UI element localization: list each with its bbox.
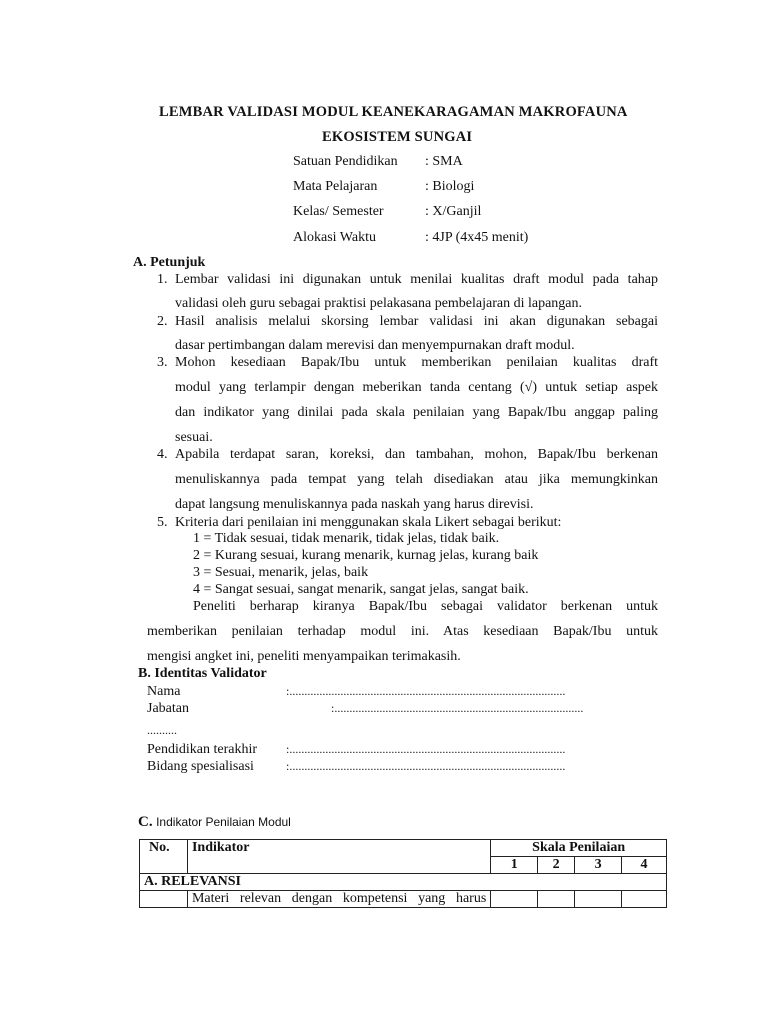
item-line: sesuai. <box>175 430 213 445</box>
section-c-title: Indikator Penilaian Modul <box>156 815 291 829</box>
scale-line: 4 = Sangat sesuai, sangat menarik, sangat jelas, sangat baik. <box>193 582 529 597</box>
item-number: 3. <box>157 355 168 370</box>
row-indikator: Materi relevan dengan kompetensi yang harus <box>187 891 490 908</box>
closing-line: Peneliti berharap kiranya Bapak/Ibu sebagai validator berkenan untuk <box>193 599 658 614</box>
item-number: 2. <box>157 314 168 329</box>
scale-line: 1 = Tidak sesuai, tidak menarik, tidak jelas, tidak baik. <box>193 531 500 546</box>
item-line: Kriteria dari penilaian ini menggunakan skala Likert sebagai berikut: <box>175 515 562 530</box>
field-dots-pendidikan: :............................................................................................ <box>286 742 566 756</box>
item-line: menuliskannya pada tempat yang telah disediakan atau jika memungkinkan <box>175 472 658 487</box>
item-line: dasar pertimbangan dalam merevisi dan menyempurnakan draft modul. <box>175 338 575 353</box>
table-row <box>140 891 667 908</box>
field-label-bidang: Bidang spesialisasi <box>147 759 254 774</box>
table-header-row <box>140 840 667 857</box>
item-number: 4. <box>157 447 168 462</box>
meta-label: Satuan Pendidikan <box>293 154 398 169</box>
table-group-row <box>140 874 667 891</box>
scale-line: 3 = Sesuai, menarik, jelas, baik <box>193 565 369 580</box>
score-cell-3[interactable] <box>575 891 622 908</box>
section-c-heading <box>138 814 291 831</box>
field-label-nama: Nama <box>147 684 181 699</box>
closing-line: mengisi angket ini, peneliti menyampaikan terimakasih. <box>147 649 461 664</box>
meta-value: : Biologi <box>425 179 475 194</box>
meta-label: Kelas/ Semester <box>293 204 384 219</box>
item-line: validasi oleh guru sebagai praktisi pelakasana pembelajaran di lapangan. <box>175 296 583 311</box>
closing-line: memberikan penilaian terhadap modul ini. Atas kesediaan Bapak/Ibu untuk <box>147 624 658 639</box>
header-indikator: Indikator <box>187 840 490 874</box>
scale-col-1: 1 <box>491 857 538 874</box>
item-line: dapat langsung menuliskannya pada naskah yang harus direvisi. <box>175 497 534 512</box>
meta-label: Alokasi Waktu <box>293 230 376 245</box>
score-cell-1[interactable] <box>491 891 538 908</box>
score-cell-4[interactable] <box>622 891 667 908</box>
item-number: 1. <box>157 272 168 287</box>
field-dots-nama: :............................................................................................ <box>286 684 566 698</box>
header-skala: Skala Penilaian <box>491 840 667 857</box>
item-line: dan indikator yang dinilai pada skala penilaian yang Bapak/Ibu anggap paling <box>175 405 658 420</box>
section-c-letter: C. <box>138 814 153 830</box>
item-line: Apabila terdapat saran, koreksi, dan tambahan, mohon, Bapak/Ibu berkenan <box>175 447 658 462</box>
item-line: modul yang terlampir dengan meberikan tanda centang (√) untuk setiap aspek <box>175 380 658 395</box>
field-dots-jabatan-cont: .......... <box>147 723 177 737</box>
section-b-heading: B. Identitas Validator <box>138 666 267 681</box>
meta-label: Mata Pelajaran <box>293 179 378 194</box>
row-no <box>140 891 188 908</box>
meta-value: : X/Ganjil <box>425 204 482 219</box>
document-title-line1: LEMBAR VALIDASI MODUL KEANEKARAGAMAN MAKROFAUNA <box>159 104 628 120</box>
score-cell-2[interactable] <box>538 891 575 908</box>
item-line: Lembar validasi ini digunakan untuk menilai kualitas draft modul pada tahap <box>175 272 658 287</box>
item-number: 5. <box>157 515 168 530</box>
item-line: Hasil analisis melalui skorsing lembar validasi ini akan digunakan sebagai <box>175 314 658 329</box>
field-dots-jabatan: :................................................................................... <box>331 701 584 715</box>
header-no: No. <box>140 840 188 874</box>
meta-value: : 4JP (4x45 menit) <box>425 230 529 245</box>
item-line: Mohon kesediaan Bapak/Ibu untuk memberikan penilaian kualitas draft <box>175 355 658 370</box>
field-label-jabatan: Jabatan <box>147 701 189 716</box>
field-dots-bidang: :............................................................................................ <box>286 759 566 773</box>
meta-value: : SMA <box>425 154 463 169</box>
scale-col-4: 4 <box>622 857 667 874</box>
field-label-pendidikan: Pendidikan terakhir <box>147 742 258 757</box>
section-a-heading: A. Petunjuk <box>133 255 206 270</box>
indicator-table <box>139 839 667 908</box>
group-relevansi: A. RELEVANSI <box>140 874 667 891</box>
scale-col-3: 3 <box>575 857 622 874</box>
scale-line: 2 = Kurang sesuai, kurang menarik, kurnag jelas, kurang baik <box>193 548 539 563</box>
document-title-line2: EKOSISTEM SUNGAI <box>322 129 473 145</box>
scale-col-2: 2 <box>538 857 575 874</box>
